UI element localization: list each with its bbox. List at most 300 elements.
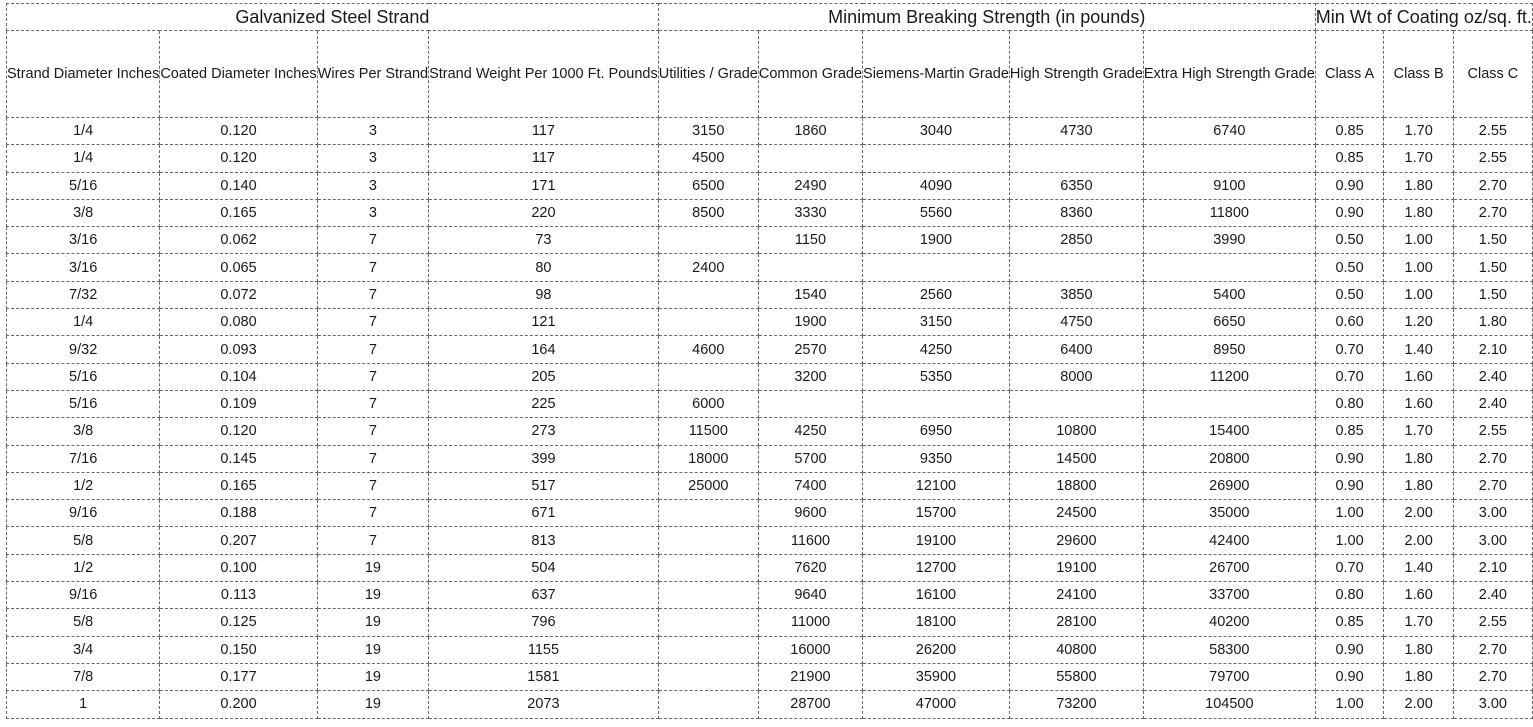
table-row (7, 309, 1533, 336)
table-cell: 4730 (1009, 118, 1143, 145)
table-cell: 2560 (863, 281, 1010, 308)
table-cell: 18800 (1009, 472, 1143, 499)
table-cell: 4600 (658, 336, 758, 363)
table-cell: 58300 (1143, 636, 1315, 663)
table-cell: 0.70 (1315, 336, 1384, 363)
table-row (7, 472, 1533, 499)
table-cell: 1.60 (1384, 582, 1454, 609)
table-cell: 0.165 (160, 472, 317, 499)
table-cell: 9/16 (7, 582, 160, 609)
table-cell: 26700 (1143, 554, 1315, 581)
table-cell: 1860 (758, 118, 862, 145)
column-header: Common Grade (758, 31, 862, 118)
table-cell: 2.70 (1453, 636, 1532, 663)
table-cell (658, 281, 758, 308)
table-cell: 3/8 (7, 418, 160, 445)
table-cell: 12700 (863, 554, 1010, 581)
table-cell: 0.140 (160, 172, 317, 199)
table-cell (658, 663, 758, 690)
table-cell: 11200 (1143, 363, 1315, 390)
table-cell (1143, 254, 1315, 281)
table-cell: 80 (429, 254, 659, 281)
table-cell: 3/16 (7, 254, 160, 281)
table-cell: 2.70 (1453, 172, 1532, 199)
table-cell: 0.90 (1315, 663, 1384, 690)
table-cell: 73200 (1009, 691, 1143, 718)
column-header: Class A (1315, 31, 1384, 118)
table-cell: 1.00 (1315, 691, 1384, 718)
table-cell: 7/16 (7, 445, 160, 472)
table-cell: 2.70 (1453, 472, 1532, 499)
table-cell: 1.00 (1384, 254, 1454, 281)
table-cell: 1.70 (1384, 418, 1454, 445)
table-cell: 0.065 (160, 254, 317, 281)
table-cell: 25000 (658, 472, 758, 499)
table-cell: 0.113 (160, 582, 317, 609)
table-row (7, 227, 1533, 254)
table-cell: 0.50 (1315, 254, 1384, 281)
table-cell (863, 390, 1010, 417)
table-cell: 6350 (1009, 172, 1143, 199)
table-cell: 2.55 (1453, 609, 1532, 636)
group-header-row (7, 4, 1533, 31)
table-cell: 1/2 (7, 554, 160, 581)
table-cell: 2570 (758, 336, 862, 363)
table-cell: 19 (317, 691, 428, 718)
table-cell: 220 (429, 199, 659, 226)
table-cell: 0.85 (1315, 145, 1384, 172)
table-cell: 35000 (1143, 500, 1315, 527)
table-cell: 2.40 (1453, 390, 1532, 417)
table-cell: 3990 (1143, 227, 1315, 254)
table-cell: 73 (429, 227, 659, 254)
table-cell: 2.55 (1453, 418, 1532, 445)
table-cell: 0.70 (1315, 363, 1384, 390)
table-cell: 33700 (1143, 582, 1315, 609)
table-cell: 517 (429, 472, 659, 499)
table-cell: 0.50 (1315, 281, 1384, 308)
table-cell: 7 (317, 309, 428, 336)
table-cell: 3 (317, 172, 428, 199)
table-cell: 1/4 (7, 145, 160, 172)
table-cell: 1.70 (1384, 118, 1454, 145)
table-cell: 2.55 (1453, 118, 1532, 145)
table-cell: 0.90 (1315, 172, 1384, 199)
table-cell: 796 (429, 609, 659, 636)
group-header-coating: Min Wt of Coating oz/sq. ft. (1315, 4, 1532, 31)
table-cell: 1.00 (1315, 527, 1384, 554)
table-cell: 0.90 (1315, 445, 1384, 472)
table-cell: 0.60 (1315, 309, 1384, 336)
table-cell: 117 (429, 118, 659, 145)
table-cell: 3150 (658, 118, 758, 145)
table-cell: 1540 (758, 281, 862, 308)
table-row (7, 636, 1533, 663)
table-cell: 0.104 (160, 363, 317, 390)
table-cell: 5/16 (7, 390, 160, 417)
table-cell: 0.188 (160, 500, 317, 527)
table-cell: 1.80 (1384, 172, 1454, 199)
table-cell (1009, 390, 1143, 417)
table-cell: 19 (317, 663, 428, 690)
table-cell: 0.90 (1315, 472, 1384, 499)
table-cell: 0.200 (160, 691, 317, 718)
table-cell (1009, 254, 1143, 281)
table-cell: 6000 (658, 390, 758, 417)
table-cell: 1.80 (1453, 309, 1532, 336)
galvanized-steel-strand-table (6, 3, 1533, 719)
table-cell: 19100 (1009, 554, 1143, 581)
table-cell (658, 582, 758, 609)
table-cell: 7 (317, 254, 428, 281)
column-header: Class C (1453, 31, 1532, 118)
table-cell: 504 (429, 554, 659, 581)
table-cell: 19 (317, 636, 428, 663)
table-cell: 0.120 (160, 145, 317, 172)
table-cell: 5700 (758, 445, 862, 472)
table-row (7, 609, 1533, 636)
table-row (7, 445, 1533, 472)
table-cell: 40800 (1009, 636, 1143, 663)
table-cell: 18100 (863, 609, 1010, 636)
column-header: Siemens-Martin Grade (863, 31, 1010, 118)
table-cell (758, 145, 862, 172)
table-cell: 2.10 (1453, 554, 1532, 581)
table-cell: 104500 (1143, 691, 1315, 718)
table-cell (1143, 390, 1315, 417)
table-cell (658, 527, 758, 554)
table-cell: 1.80 (1384, 472, 1454, 499)
table-cell: 16100 (863, 582, 1010, 609)
table-cell: 3 (317, 145, 428, 172)
table-cell: 1.20 (1384, 309, 1454, 336)
table-cell: 0.50 (1315, 227, 1384, 254)
table-cell: 28700 (758, 691, 862, 718)
table-cell: 7620 (758, 554, 862, 581)
table-cell: 171 (429, 172, 659, 199)
table-cell: 1.80 (1384, 663, 1454, 690)
table-cell: 2490 (758, 172, 862, 199)
table-cell: 3.00 (1453, 500, 1532, 527)
table-cell: 1.50 (1453, 254, 1532, 281)
table-cell: 2.00 (1384, 500, 1454, 527)
table-cell: 164 (429, 336, 659, 363)
table-row (7, 527, 1533, 554)
table-cell: 2400 (658, 254, 758, 281)
table-cell: 9600 (758, 500, 862, 527)
table-cell: 7/8 (7, 663, 160, 690)
table-cell: 2850 (1009, 227, 1143, 254)
table-cell: 1.00 (1384, 281, 1454, 308)
column-header: Strand Diameter Inches (7, 31, 160, 118)
table-cell: 21900 (758, 663, 862, 690)
table-cell (863, 145, 1010, 172)
table-cell: 2.55 (1453, 145, 1532, 172)
table-cell: 1/2 (7, 472, 160, 499)
table-cell: 1155 (429, 636, 659, 663)
table-cell: 1.50 (1453, 227, 1532, 254)
table-cell (658, 609, 758, 636)
table-cell (758, 390, 862, 417)
table-row (7, 363, 1533, 390)
table-cell: 7 (317, 390, 428, 417)
group-header-strand: Galvanized Steel Strand (7, 4, 659, 31)
table-cell: 28100 (1009, 609, 1143, 636)
table-cell: 7 (317, 336, 428, 363)
table-row (7, 254, 1533, 281)
table-cell (658, 636, 758, 663)
table-cell: 8360 (1009, 199, 1143, 226)
table-cell: 1900 (863, 227, 1010, 254)
table-cell: 225 (429, 390, 659, 417)
table-cell: 18000 (658, 445, 758, 472)
table-cell: 671 (429, 500, 659, 527)
table-row (7, 554, 1533, 581)
table-cell: 9/16 (7, 500, 160, 527)
table-cell: 7 (317, 445, 428, 472)
table-cell: 9/32 (7, 336, 160, 363)
table-cell: 79700 (1143, 663, 1315, 690)
table-cell: 1.70 (1384, 145, 1454, 172)
table-cell: 117 (429, 145, 659, 172)
table-cell: 399 (429, 445, 659, 472)
table-cell: 42400 (1143, 527, 1315, 554)
table-cell: 3330 (758, 199, 862, 226)
table-cell: 5/8 (7, 609, 160, 636)
table-cell: 4090 (863, 172, 1010, 199)
table-cell: 19 (317, 582, 428, 609)
table-row (7, 418, 1533, 445)
table-cell: 121 (429, 309, 659, 336)
table-cell (658, 500, 758, 527)
table-cell: 2.40 (1453, 363, 1532, 390)
table-row (7, 172, 1533, 199)
table-cell: 0.85 (1315, 118, 1384, 145)
table-cell: 11000 (758, 609, 862, 636)
table-cell: 1.40 (1384, 336, 1454, 363)
table-cell: 15700 (863, 500, 1010, 527)
table-cell: 9100 (1143, 172, 1315, 199)
table-cell: 5560 (863, 199, 1010, 226)
table-cell: 0.80 (1315, 582, 1384, 609)
table-cell: 1.00 (1384, 227, 1454, 254)
table-cell: 6500 (658, 172, 758, 199)
table-cell: 0.109 (160, 390, 317, 417)
table-cell: 0.120 (160, 418, 317, 445)
table-cell: 0.125 (160, 609, 317, 636)
table-cell: 1.80 (1384, 199, 1454, 226)
table-cell: 14500 (1009, 445, 1143, 472)
table-cell: 3.00 (1453, 691, 1532, 718)
table-cell: 0.072 (160, 281, 317, 308)
table-cell: 7 (317, 500, 428, 527)
table-cell: 2.70 (1453, 199, 1532, 226)
table-cell: 4250 (863, 336, 1010, 363)
table-cell: 7 (317, 281, 428, 308)
table-cell: 8950 (1143, 336, 1315, 363)
table-cell: 10800 (1009, 418, 1143, 445)
table-cell: 98 (429, 281, 659, 308)
table-row (7, 336, 1533, 363)
table-cell: 9640 (758, 582, 862, 609)
table-cell: 813 (429, 527, 659, 554)
table-cell: 5/16 (7, 172, 160, 199)
group-header-breaking-strength: Minimum Breaking Strength (in pounds) (658, 4, 1315, 31)
table-cell: 0.100 (160, 554, 317, 581)
table-cell: 26900 (1143, 472, 1315, 499)
table-cell: 1.80 (1384, 445, 1454, 472)
table-cell: 20800 (1143, 445, 1315, 472)
table-cell (758, 254, 862, 281)
table-cell: 8000 (1009, 363, 1143, 390)
table-cell: 26200 (863, 636, 1010, 663)
table-cell: 1.80 (1384, 636, 1454, 663)
table-cell: 1/4 (7, 309, 160, 336)
table-cell: 1.50 (1453, 281, 1532, 308)
table-cell: 2.70 (1453, 445, 1532, 472)
table-cell: 2.10 (1453, 336, 1532, 363)
column-header: Strand Weight Per 1000 Ft. Pounds (429, 31, 659, 118)
table-cell (1143, 145, 1315, 172)
table-cell: 0.080 (160, 309, 317, 336)
table-cell: 1900 (758, 309, 862, 336)
table-cell: 0.207 (160, 527, 317, 554)
table-cell: 12100 (863, 472, 1010, 499)
table-row (7, 145, 1533, 172)
table-cell (658, 227, 758, 254)
table-cell: 5400 (1143, 281, 1315, 308)
table-cell: 5350 (863, 363, 1010, 390)
table-cell: 24100 (1009, 582, 1143, 609)
table-row (7, 199, 1533, 226)
table-cell: 24500 (1009, 500, 1143, 527)
table-cell: 0.90 (1315, 199, 1384, 226)
table-cell: 2.00 (1384, 691, 1454, 718)
table-cell: 3/8 (7, 199, 160, 226)
table-cell: 0.90 (1315, 636, 1384, 663)
table-cell: 3.00 (1453, 527, 1532, 554)
table-cell: 0.120 (160, 118, 317, 145)
table-row (7, 281, 1533, 308)
table-cell: 0.177 (160, 663, 317, 690)
table-cell: 0.165 (160, 199, 317, 226)
table-body (7, 118, 1533, 719)
table-cell: 637 (429, 582, 659, 609)
table-cell: 1/4 (7, 118, 160, 145)
table-cell: 16000 (758, 636, 862, 663)
column-header: Utilities / Grade (658, 31, 758, 118)
table-row (7, 118, 1533, 145)
column-header-row (7, 31, 1533, 118)
table-cell: 1.60 (1384, 363, 1454, 390)
table-cell: 5/16 (7, 363, 160, 390)
table-row (7, 500, 1533, 527)
table-cell: 3850 (1009, 281, 1143, 308)
table-cell: 55800 (1009, 663, 1143, 690)
table-cell: 0.80 (1315, 390, 1384, 417)
table-cell: 15400 (1143, 418, 1315, 445)
table-cell: 7 (317, 472, 428, 499)
table-cell: 3/16 (7, 227, 160, 254)
table-cell: 19 (317, 609, 428, 636)
table-cell: 19100 (863, 527, 1010, 554)
table-cell (658, 363, 758, 390)
table-cell: 7 (317, 363, 428, 390)
table-cell: 35900 (863, 663, 1010, 690)
table-cell: 205 (429, 363, 659, 390)
table-cell: 11500 (658, 418, 758, 445)
table-cell: 0.85 (1315, 418, 1384, 445)
table-cell: 11800 (1143, 199, 1315, 226)
table-cell: 6950 (863, 418, 1010, 445)
table-cell: 7 (317, 227, 428, 254)
table-cell (658, 309, 758, 336)
table-cell: 3 (317, 199, 428, 226)
column-header: Wires Per Strand (317, 31, 428, 118)
table-cell: 7 (317, 527, 428, 554)
column-header: Extra High Strength Grade (1143, 31, 1315, 118)
table-cell: 1.40 (1384, 554, 1454, 581)
table-cell: 0.85 (1315, 609, 1384, 636)
table-cell: 4250 (758, 418, 862, 445)
table-cell: 7400 (758, 472, 862, 499)
table-cell: 2.70 (1453, 663, 1532, 690)
table-row (7, 691, 1533, 718)
table-cell: 0.145 (160, 445, 317, 472)
table-row (7, 663, 1533, 690)
table-cell: 1 (7, 691, 160, 718)
table-cell: 4500 (658, 145, 758, 172)
table-row (7, 390, 1533, 417)
table-cell: 40200 (1143, 609, 1315, 636)
table-cell: 2073 (429, 691, 659, 718)
table-cell: 5/8 (7, 527, 160, 554)
table-cell: 29600 (1009, 527, 1143, 554)
table-cell: 6650 (1143, 309, 1315, 336)
table-cell: 3040 (863, 118, 1010, 145)
table-cell: 6740 (1143, 118, 1315, 145)
column-header: Coated Diameter Inches (160, 31, 317, 118)
table-cell: 1150 (758, 227, 862, 254)
table-cell (1009, 145, 1143, 172)
table-cell: 1.70 (1384, 609, 1454, 636)
table-cell: 7 (317, 418, 428, 445)
table-cell: 0.70 (1315, 554, 1384, 581)
table-cell: 7/32 (7, 281, 160, 308)
table-cell: 6400 (1009, 336, 1143, 363)
table-cell (863, 254, 1010, 281)
table-cell: 9350 (863, 445, 1010, 472)
table-cell: 0.093 (160, 336, 317, 363)
table-cell: 19 (317, 554, 428, 581)
table-cell: 11600 (758, 527, 862, 554)
column-header: Class B (1384, 31, 1454, 118)
table-cell: 47000 (863, 691, 1010, 718)
table-cell: 2.00 (1384, 527, 1454, 554)
table-cell: 8500 (658, 199, 758, 226)
table-cell: 1.00 (1315, 500, 1384, 527)
table-cell: 273 (429, 418, 659, 445)
table-cell (658, 554, 758, 581)
table-cell: 1581 (429, 663, 659, 690)
table-cell: 0.062 (160, 227, 317, 254)
table-cell: 1.60 (1384, 390, 1454, 417)
table-cell: 3 (317, 118, 428, 145)
table-cell: 3150 (863, 309, 1010, 336)
table-cell: 0.150 (160, 636, 317, 663)
column-header: High Strength Grade (1009, 31, 1143, 118)
table-row (7, 582, 1533, 609)
